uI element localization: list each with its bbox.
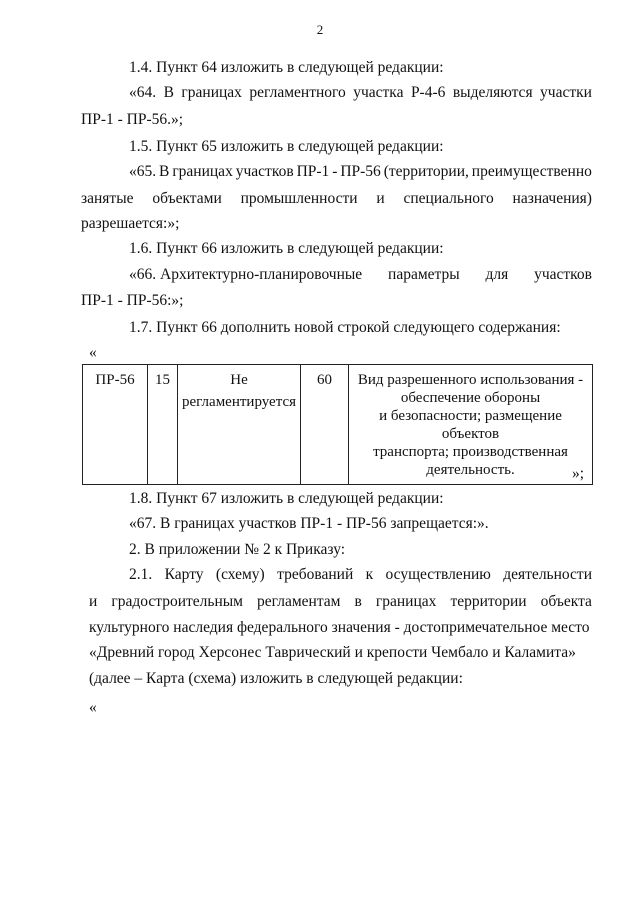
paragraph-64-line-1 xyxy=(129,83,592,103)
word: В xyxy=(163,84,174,101)
close-quote: »; xyxy=(572,465,585,482)
word: промышленности xyxy=(240,190,358,207)
regulation-table xyxy=(82,364,593,485)
word: специального xyxy=(403,190,494,207)
paragraph-65-line-3: разрешается:»; xyxy=(81,215,180,232)
word: Карту xyxy=(164,566,204,583)
word: преимущественно xyxy=(471,163,592,180)
word: границах xyxy=(375,593,437,610)
word: назначения) xyxy=(512,190,592,207)
word: занятые xyxy=(81,190,134,207)
word: регламентного xyxy=(249,84,346,101)
word: в xyxy=(354,593,362,610)
paragraph-2-1-line-3: культурного наследия федерального значения - достопримечательное место xyxy=(89,619,590,636)
paragraph-66-line-2: ПР-1 - ПР-56:»; xyxy=(81,292,184,309)
word: объектами xyxy=(152,190,222,207)
word: объекта xyxy=(540,593,592,610)
word: ПР-56 xyxy=(340,163,381,180)
paragraph-1-7: 1.7. Пункт 66 дополнить новой строкой следующего содержания: xyxy=(129,319,561,336)
word: регламентам xyxy=(257,593,341,610)
paragraph-1-6: 1.6. Пункт 66 изложить в следующей редакции: xyxy=(129,240,444,257)
paragraph-1-5: 1.5. Пункт 65 изложить в следующей редакции: xyxy=(129,138,444,155)
word: параметры xyxy=(388,266,460,283)
word: деятельности xyxy=(503,566,592,583)
word: границах xyxy=(172,163,233,180)
paragraph-65-line-2 xyxy=(81,189,592,209)
paragraph-64-line-2: ПР-1 - ПР-56.»; xyxy=(81,111,184,128)
paragraph-2-1-line-2 xyxy=(89,592,592,612)
word: 2.1. xyxy=(129,566,153,583)
word: В xyxy=(159,163,170,180)
paragraph-66-line-1 xyxy=(129,265,592,285)
paragraph-1-8: 1.8. Пункт 67 изложить в следующей редакции: xyxy=(129,490,444,507)
word: - xyxy=(332,163,338,180)
word: для xyxy=(485,266,509,283)
word: требований xyxy=(277,566,354,583)
table-cell-code: ПР-56 xyxy=(83,365,148,485)
paragraph-67: «67. В границах участков ПР-1 - ПР-56 запрещается:». xyxy=(129,515,489,532)
word: и xyxy=(89,593,98,610)
word: границах xyxy=(181,84,242,101)
table-row xyxy=(83,365,593,485)
table-cell-col3 xyxy=(178,365,301,485)
word: участка xyxy=(353,84,404,101)
cell-line: обеспечение обороны xyxy=(400,390,541,406)
page-number: 2 xyxy=(316,22,324,37)
word: и xyxy=(376,190,385,207)
word: градостроительным xyxy=(111,593,243,610)
cell-line: Не xyxy=(230,372,248,388)
cell-line: и безопасности; размещение объектов xyxy=(379,408,562,442)
paragraph-1-4: 1.4. Пункт 64 изложить в следующей редакции: xyxy=(129,59,444,76)
word: «64. xyxy=(129,84,157,101)
word: Р-4-6 xyxy=(410,84,446,101)
word: участков xyxy=(534,266,592,283)
word: выделяются xyxy=(452,84,533,101)
paragraph-2: 2. В приложении № 2 к Приказу: xyxy=(129,541,346,558)
word: участков xyxy=(235,163,294,180)
table-cell-col2: 15 xyxy=(148,365,178,485)
word: к xyxy=(365,566,374,583)
paragraph-2-1-line-4: «Древний город Херсонес Таврический и крепости Чембало и Каламита» xyxy=(89,644,576,661)
word: участки xyxy=(540,84,592,101)
word: ПР-1 xyxy=(296,163,330,180)
word: «65. xyxy=(129,163,157,180)
word: «66. Архитектурно-планировочные xyxy=(129,266,363,283)
paragraph-2-1-line-1 xyxy=(129,565,592,585)
word: осуществлению xyxy=(385,566,491,583)
paragraph-65-line-1 xyxy=(129,162,592,182)
table-cell-col4: 60 xyxy=(301,365,349,485)
cell-line: деятельность. xyxy=(426,462,515,478)
word: территории xyxy=(450,593,527,610)
paragraph-2-1-line-5: (далее – Карта (схема) изложить в следующей редакции: xyxy=(89,670,463,687)
word: (схему) xyxy=(215,566,265,583)
open-quote: « xyxy=(89,699,97,716)
table-cell-description xyxy=(349,365,593,485)
cell-line: регламентируется xyxy=(182,394,297,410)
word: (территории, xyxy=(383,163,469,180)
cell-line: транспорта; производственная xyxy=(373,444,568,460)
cell-line: Вид разрешенного использования - xyxy=(357,372,584,388)
open-quote: « xyxy=(89,344,97,361)
